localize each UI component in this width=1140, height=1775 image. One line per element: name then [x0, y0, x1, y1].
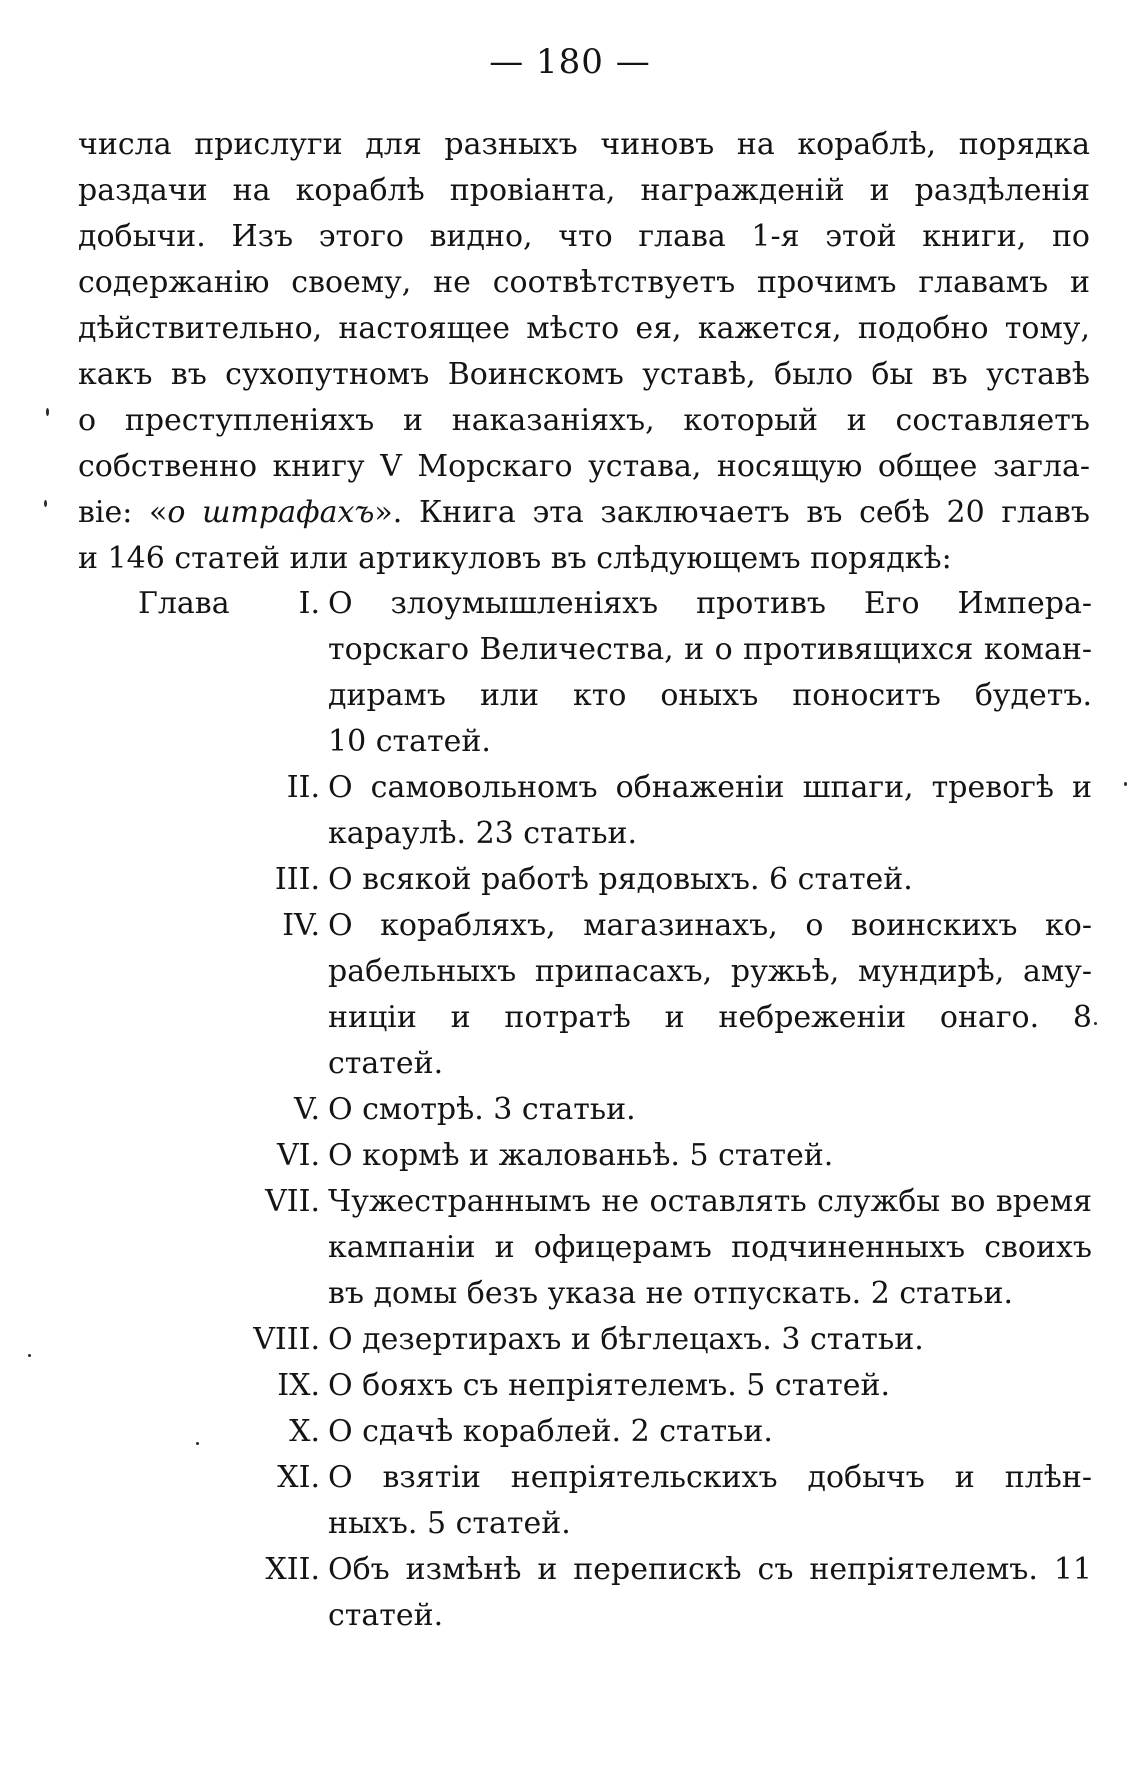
chapter-number: V. [294, 1092, 320, 1127]
chapter-number: I. [298, 586, 320, 621]
chapter-entry [0, 1133, 1140, 1179]
text-run: и 146 статей или артикуловъ въ слѣдующемъ порядкѣ: [78, 541, 952, 576]
chapter-title-line: Чужестраннымъ не оставлять службы во время [328, 1184, 1092, 1219]
chapter-number: IV. [282, 908, 320, 943]
text-run: добычи. Изъ этого видно, что глава 1-я этой книги, по [78, 219, 1090, 254]
chapter-title-line: О сдачѣ кораблей. 2 статьи. [328, 1414, 773, 1449]
text-run: содержанію своему, не соотвѣтствуетъ прочимъ главамъ и [78, 265, 1090, 300]
chapter-title [328, 1455, 1092, 1547]
chapter-entry [0, 581, 1140, 765]
chapter-number: IX. [277, 1368, 320, 1403]
chapter-title [328, 903, 1092, 1087]
paragraph-line [78, 352, 1090, 398]
chapter-title-line: ниціи и потратѣ и небреженіи онаго. 8 [328, 1000, 1092, 1035]
chapter-list [0, 581, 1140, 1639]
chapter-number: VI. [276, 1138, 320, 1173]
paragraph-line [78, 490, 1090, 536]
text-run: числа прислуги для разныхъ чиновъ на кораблѣ, порядка [78, 127, 1090, 162]
chapter-number: II. [286, 770, 320, 805]
chapter-title-line: дирамъ или кто оныхъ поноситъ будетъ. [328, 678, 1092, 713]
chapter-title [328, 1133, 1092, 1179]
chapter-entry [0, 1179, 1140, 1317]
chapter-title-line: статей. [328, 1046, 444, 1081]
paragraph-line [78, 398, 1090, 444]
chapter-entry [0, 1363, 1140, 1409]
text-run: какъ въ сухопутномъ Воинскомъ уставѣ, было бы въ уставѣ [78, 357, 1090, 392]
chapter-title-line: Объ измѣнѣ и перепискѣ съ непріятелемъ. 11 [328, 1552, 1092, 1587]
paragraph-line [78, 214, 1090, 260]
chapter-title [328, 1087, 1092, 1133]
chapter-entry [0, 1455, 1140, 1547]
paragraph-line [78, 168, 1090, 214]
text-run: віе: « [78, 495, 168, 530]
chapter-number: XI. [277, 1460, 320, 1495]
chapter-entry [0, 1317, 1140, 1363]
chapter-number: XII. [265, 1552, 320, 1587]
paragraph-line [78, 306, 1090, 352]
chapter-title-line: въ домы безъ указа не отпускать. 2 статьи. [328, 1276, 1014, 1311]
chapter-entry [0, 1409, 1140, 1455]
chapter-title-line: О смотрѣ. 3 статьи. [328, 1092, 636, 1127]
paragraph-line [78, 536, 1090, 582]
chapter-title-line: О взятіи непріятельскихъ добычъ и плѣн- [328, 1460, 1092, 1495]
chapter-title-line: рабельныхъ припасахъ, ружьѣ, мундирѣ, аму- [328, 954, 1092, 989]
scan-speck [46, 408, 49, 416]
paragraph-line [78, 444, 1090, 490]
chapter-title-line: статей. [328, 1598, 444, 1633]
chapter-title [328, 581, 1092, 765]
chapter-title-line: О дезертирахъ и бѣглецахъ. 3 статьи. [328, 1322, 924, 1357]
chapter-title-line: 10 статей. [328, 724, 491, 759]
chapter-title [328, 1409, 1092, 1455]
text-run: дѣйствительно, настоящее мѣсто ея, кажется, подобно тому, [78, 311, 1090, 346]
paragraph-line [78, 260, 1090, 306]
chapter-title [328, 1363, 1092, 1409]
chapter-word: Глава [138, 586, 230, 621]
text-run: раздачи на кораблѣ провіанта, награжденій и раздѣленія [78, 173, 1090, 208]
italic-title: о штрафахъ [167, 495, 375, 530]
chapter-title [328, 1547, 1092, 1639]
chapter-entry [0, 1087, 1140, 1133]
chapter-title-line: О всякой работѣ рядовыхъ. 6 статей. [328, 862, 913, 897]
chapter-number: VIII. [253, 1322, 320, 1357]
chapter-title-line: О кормѣ и жалованьѣ. 5 статей. [328, 1138, 834, 1173]
chapter-title [328, 857, 1092, 903]
chapter-title-line: О бояхъ съ непріятелемъ. 5 статей. [328, 1368, 891, 1403]
paragraph-line [78, 122, 1090, 168]
body-paragraph [78, 122, 1090, 582]
chapter-title-line: ныхъ. 5 статей. [328, 1506, 571, 1541]
page-number: — 180 — [489, 42, 651, 82]
chapter-entry [0, 1547, 1140, 1639]
chapter-title [328, 1317, 1092, 1363]
chapter-number: X. [289, 1414, 320, 1449]
text-run: о преступленіяхъ и наказаніяхъ, который и составляетъ [78, 403, 1090, 438]
chapter-title-line: караулѣ. 23 статьи. [328, 816, 638, 851]
chapter-title [328, 1179, 1092, 1317]
chapter-number: VII. [265, 1184, 320, 1219]
chapter-title-line: О самовольномъ обнаженіи шпаги, тревогѣ и [328, 770, 1092, 805]
chapter-title-line: О злоумышленіяхъ противъ Его Импера- [328, 586, 1092, 621]
text-run: ». Книга эта заключаетъ въ себѣ 20 главъ [374, 495, 1090, 530]
text-run: собственно книгу V Морскаго устава, носящую общее загла- [78, 449, 1090, 484]
chapter-entry [0, 857, 1140, 903]
chapter-entry [0, 765, 1140, 857]
scan-speck [44, 500, 47, 507]
chapter-title-line: кампаніи и офицерамъ подчиненныхъ своихъ [328, 1230, 1092, 1265]
chapter-title [328, 765, 1092, 857]
chapter-title-line: торскаго Величества, и о противящихся коман- [328, 632, 1092, 667]
chapter-title-line: О корабляхъ, магазинахъ, о воинскихъ ко- [328, 908, 1092, 943]
chapter-number: III. [274, 862, 320, 897]
chapter-entry [0, 903, 1140, 1087]
